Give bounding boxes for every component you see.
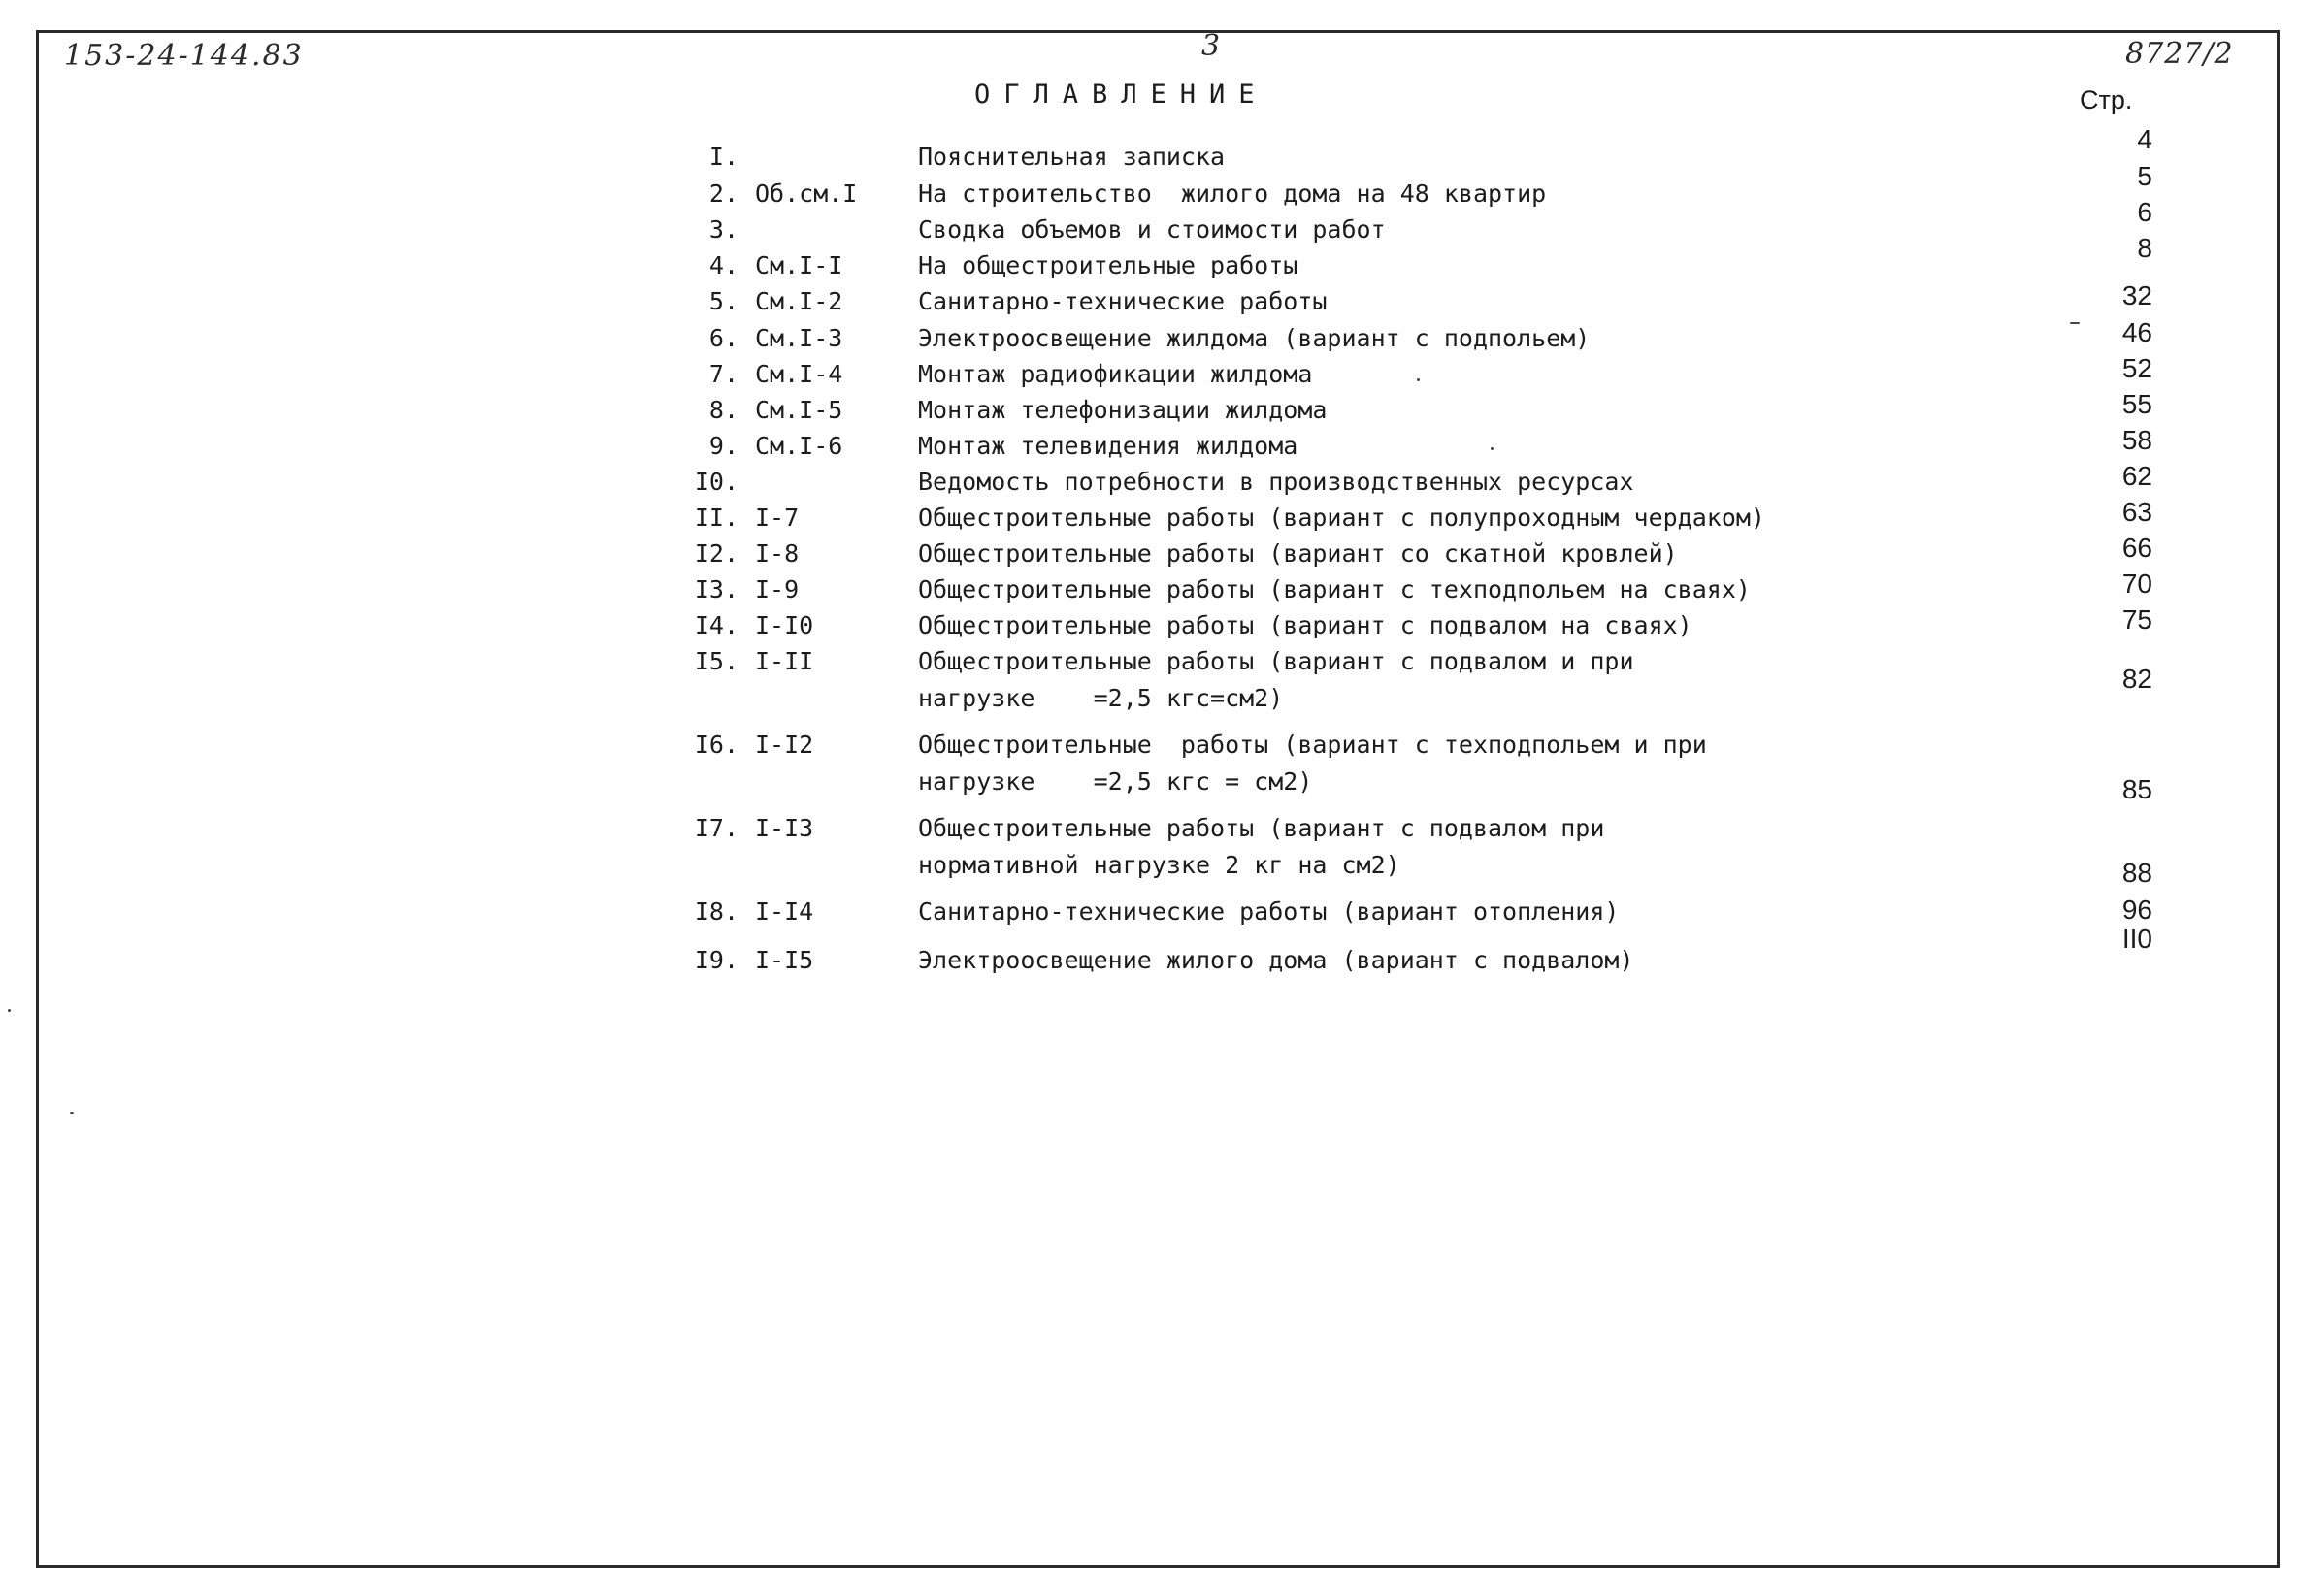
toc-estimate-code: См.I-5 xyxy=(755,396,843,424)
scan-speck xyxy=(8,1009,11,1012)
toc-item-number: 9. xyxy=(708,432,739,460)
toc-item-number: I7. xyxy=(694,814,739,842)
toc-description xyxy=(918,942,1850,979)
toc-description-line: Общестроительные работы (вариант с подвалом и при xyxy=(918,647,1634,675)
toc-estimate-code: См.I-I xyxy=(755,251,843,279)
toc-page-number: 88 xyxy=(2121,858,2152,888)
scan-speck xyxy=(1417,378,1420,381)
toc-page-number: 8 xyxy=(2137,233,2152,263)
toc-estimate-code: I-7 xyxy=(755,504,800,532)
toc-description-line: На общестроительные работы xyxy=(918,251,1298,279)
toc-page-number: 52 xyxy=(2121,353,2152,383)
toc-page-number: 62 xyxy=(2121,461,2152,491)
toc-description xyxy=(918,176,1850,212)
toc-page-number: 63 xyxy=(2121,497,2152,527)
toc-description-line: Общестроительные работы (вариант с техподпольем на сваях) xyxy=(918,575,1751,603)
toc-description-line: нагрузке =2,5 кгс=см2) xyxy=(918,684,1284,712)
toc-description-line: Монтаж радиофикации жилдома xyxy=(918,360,1313,388)
toc-page-number: 66 xyxy=(2121,533,2152,563)
toc-item-number: 2. xyxy=(708,179,739,208)
toc-description xyxy=(918,536,1850,572)
toc-description-line: Электроосвещение жилдома (вариант с подпольем) xyxy=(918,324,1591,352)
toc-description xyxy=(918,392,1850,429)
toc-item-number: 8. xyxy=(708,396,739,424)
toc-description-line: Общестроительные работы (вариант с подвалом при xyxy=(918,814,1605,842)
toc-description-line: Сводка объемов и стоимости работ xyxy=(918,215,1386,244)
toc-description xyxy=(918,283,1850,320)
toc-page-number: 75 xyxy=(2121,604,2152,635)
toc-description xyxy=(918,212,1850,248)
toc-item-number: I4. xyxy=(694,611,739,639)
toc-estimate-code: I-8 xyxy=(755,539,800,568)
toc-item-number: I8. xyxy=(694,897,739,926)
scan-speck xyxy=(2070,322,2080,324)
scan-speck xyxy=(70,1112,74,1114)
toc-estimate-code: Об.см.I xyxy=(755,179,858,208)
toc-description-line: Общестроительные работы (вариант со скатной кровлей) xyxy=(918,539,1678,568)
toc-page-number: 55 xyxy=(2121,389,2152,419)
toc-page-number: 82 xyxy=(2121,664,2152,694)
toc-estimate-code: См.I-6 xyxy=(755,432,843,460)
toc-page-number: 58 xyxy=(2121,425,2152,455)
toc-item-number: I0. xyxy=(694,468,739,496)
toc-description-line: нагрузке =2,5 кгс = см2) xyxy=(918,767,1313,796)
toc-item-number: II. xyxy=(694,504,739,532)
toc-description xyxy=(918,464,1850,501)
toc-description xyxy=(918,500,1850,537)
toc-item-number: I5. xyxy=(694,647,739,675)
toc-estimate-code: I-I4 xyxy=(755,897,814,926)
toc-item-number: I. xyxy=(708,143,739,171)
toc-description-line: Общестроительные работы (вариант с подвалом на сваях) xyxy=(918,611,1692,639)
toc-description-line: Монтаж телефонизации жилдома xyxy=(918,396,1328,424)
toc-description xyxy=(918,607,1850,644)
toc-description xyxy=(918,643,1850,717)
toc-page-number: 70 xyxy=(2121,569,2152,599)
toc-description xyxy=(918,356,1850,393)
scan-speck xyxy=(1491,447,1494,450)
toc-page-number: 4 xyxy=(2137,124,2152,154)
toc-item-number: I9. xyxy=(694,946,739,974)
toc-item-number: 4. xyxy=(708,251,739,279)
toc-description xyxy=(918,727,1850,800)
toc-description-line: Электроосвещение жилого дома (вариант с подвалом) xyxy=(918,946,1634,974)
toc-description-line: Общестроительные работы (вариант с техподпольем и при xyxy=(918,731,1707,759)
toc-description xyxy=(918,320,1850,357)
toc-description xyxy=(918,810,1850,884)
toc-description-line: Санитарно-технические работы xyxy=(918,287,1328,315)
toc-item-number: I3. xyxy=(694,575,739,603)
toc-description xyxy=(918,894,1850,930)
toc-estimate-code: I-I5 xyxy=(755,946,814,974)
toc-page-number: 46 xyxy=(2121,317,2152,347)
toc-page-number: II0 xyxy=(2121,924,2152,954)
toc-item-number: 3. xyxy=(708,215,739,244)
toc-page-number: 6 xyxy=(2137,197,2152,227)
page-column-label: Стр. xyxy=(2080,85,2133,114)
toc-estimate-code: I-I2 xyxy=(755,731,814,759)
toc-item-number: 6. xyxy=(708,324,739,352)
toc-page-number: 5 xyxy=(2137,161,2152,191)
toc-description-line: На строительство жилого дома на 48 квартир xyxy=(918,179,1547,208)
toc-page-number: 96 xyxy=(2121,895,2152,925)
toc-description-line: Пояснительная записка xyxy=(918,143,1226,171)
toc-description xyxy=(918,139,1850,176)
toc-estimate-code: I-II xyxy=(755,647,814,675)
toc-page-number: 32 xyxy=(2121,280,2152,310)
toc-page-number: 85 xyxy=(2121,774,2152,804)
toc-description xyxy=(918,571,1850,608)
toc-item-number: 7. xyxy=(708,360,739,388)
inventory-number-stamp: 8727/2 xyxy=(2125,37,2234,71)
document-code-stamp: 153-24-144.83 xyxy=(64,39,304,73)
toc-description-line: Общестроительные работы (вариант с полупроходным чердаком) xyxy=(918,504,1765,532)
page-title: ОГЛАВЛЕНИЕ xyxy=(974,80,1268,110)
toc-item-number: I2. xyxy=(694,539,739,568)
toc-estimate-code: I-9 xyxy=(755,575,800,603)
toc-estimate-code: См.I-3 xyxy=(755,324,843,352)
toc-description-line: Ведомость потребности в производственных ресурсах xyxy=(918,468,1634,496)
toc-estimate-code: I-I3 xyxy=(755,814,814,842)
toc-estimate-code: I-I0 xyxy=(755,611,814,639)
toc-description-line: нормативной нагрузке 2 кг на см2) xyxy=(918,851,1400,879)
toc-estimate-code: См.I-2 xyxy=(755,287,843,315)
toc-item-number: 5. xyxy=(708,287,739,315)
toc-description xyxy=(918,247,1850,284)
toc-estimate-code: См.I-4 xyxy=(755,360,843,388)
toc-description-line: Монтаж телевидения жилдома xyxy=(918,432,1298,460)
toc-description-line: Санитарно-технические работы (вариант отопления) xyxy=(918,897,1620,926)
sheet-number: 3 xyxy=(1201,29,1221,63)
toc-item-number: I6. xyxy=(694,731,739,759)
toc-description xyxy=(918,428,1850,465)
